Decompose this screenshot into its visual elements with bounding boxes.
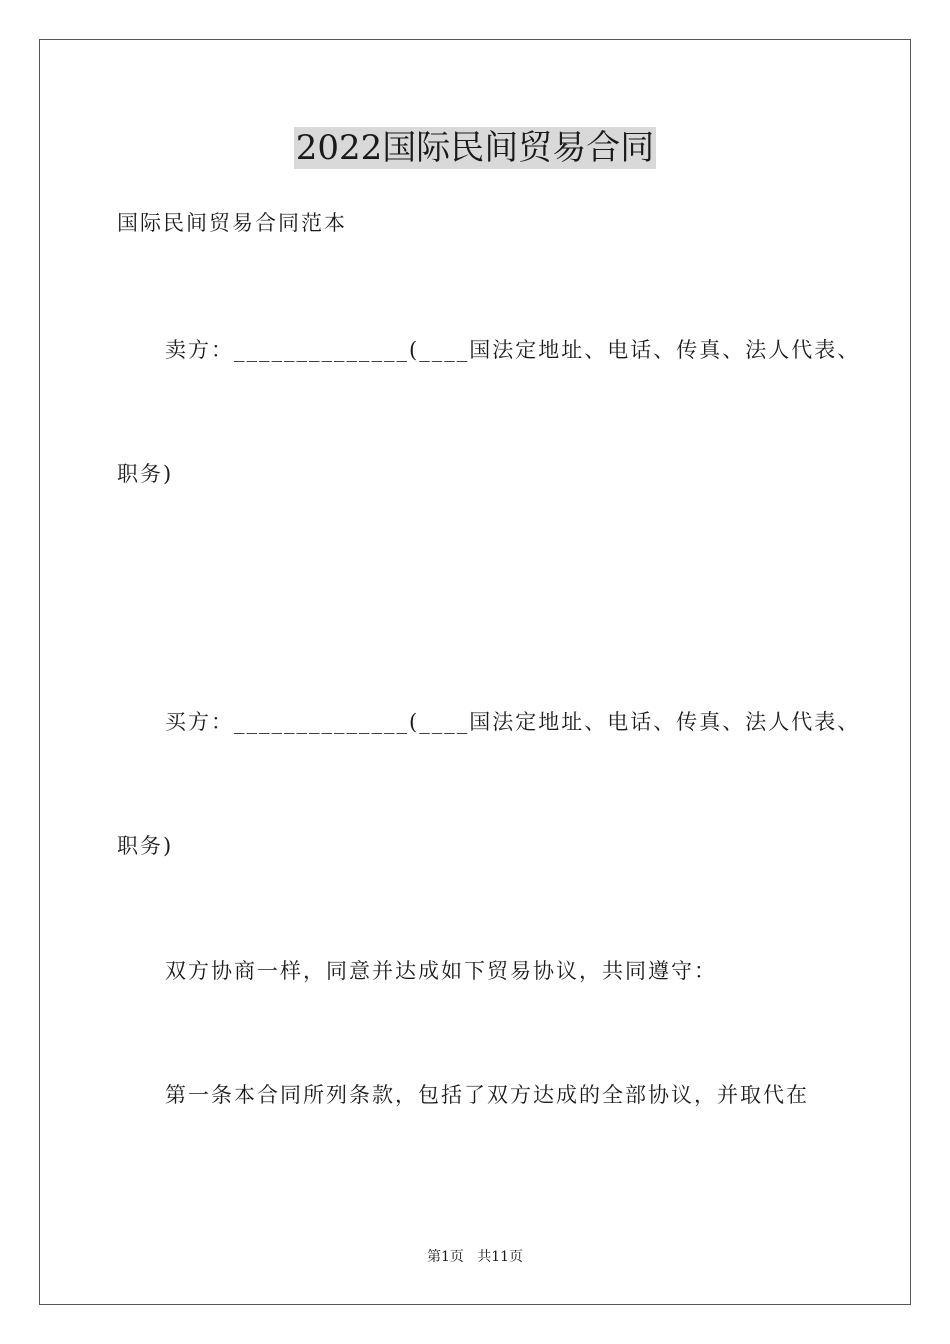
buyer-line: 买方：______________(____国法定地址、电话、传真、法人代表、 (165, 710, 861, 734)
page-footer (0, 1248, 950, 1266)
seller-line: 卖方：______________(____国法定地址、电话、传真、法人代表、 (165, 338, 861, 362)
buyer-line-continued: 职务) (117, 834, 174, 858)
title-container (0, 127, 950, 169)
article-one-paragraph: 第一条本合同所列条款，包括了双方达成的全部协议，并取代在 (165, 1083, 809, 1107)
document-subtitle: 国际民间贸易合同范本 (117, 211, 347, 235)
seller-line-continued: 职务) (117, 462, 174, 486)
document-title: 2022国际民间贸易合同 (295, 128, 655, 168)
agreement-paragraph: 双方协商一样，同意并达成如下贸易协议，共同遵守： (165, 959, 717, 983)
page-number: 第1页 共11页 (426, 1249, 524, 1265)
